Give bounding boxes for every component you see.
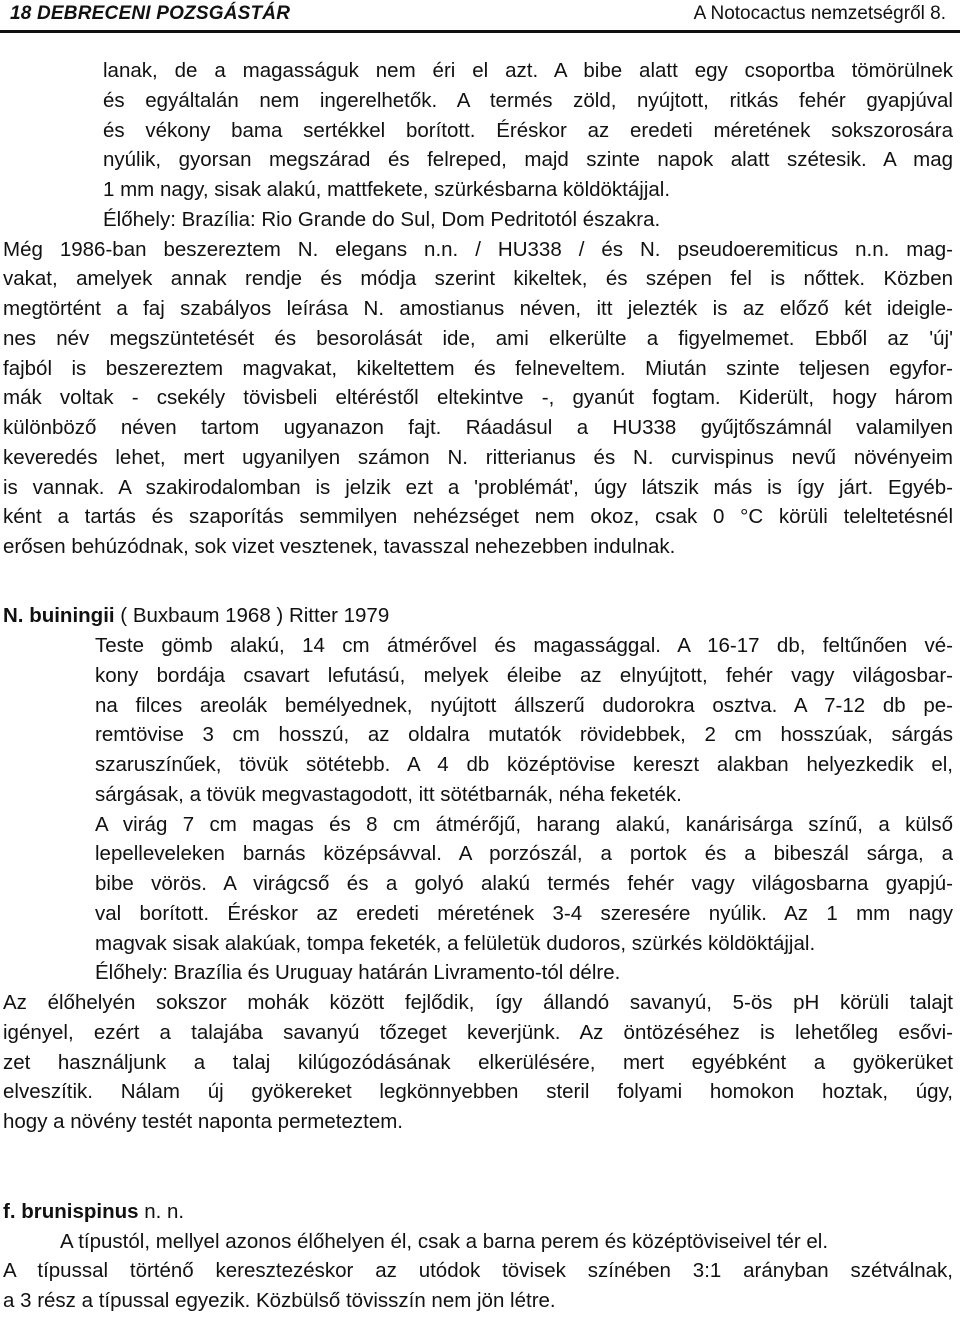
text-line: bibe vörös. A virágcső és a golyó alakú termés fehér vagy világosbarna gyapjú- <box>95 872 953 895</box>
text-line: különböző néven tartom ugyanazon fajt. Ráadásul a HU338 gyűjtőszámnál valamilyen <box>3 416 953 439</box>
text-line: magvak sisak alakúak, tompa feketék, a felületük dudoros, szürkés köldöktájjal. <box>95 932 816 955</box>
text-line: val borított. Éréskor az eredeti méretének 3-4 szeresére nyúlik. Az 1 mm nagy <box>95 902 953 925</box>
text-line: lepelleveleken barnás középsávval. A porzószál, a portok és a bibeszál sárga, a <box>95 842 953 865</box>
text-line: sárgásak, a tövük megvastagodott, itt sötétbarnák, néha feketék. <box>95 783 682 806</box>
text-line: Teste gömb alakú, 14 cm átmérővel és magassággal. A 16-17 db, feltűnően vé- <box>95 634 953 657</box>
text-line: remtövise 3 cm hosszú, az oldalra mutatók rövidebbek, 2 cm hosszúak, sárgás <box>95 723 953 746</box>
text-line: vakat, amelyek annak rendje és módja szerint kikeltek, és szépen fel is nőttek. Közben <box>3 267 953 290</box>
text-line: 1 mm nagy, sisak alakú, mattfekete, szürkésbarna köldöktájjal. <box>103 178 671 201</box>
text-line: és egyáltalán nem ingerelhetők. A termés zöld, nyújtott, ritkás fehér gyapjúval <box>103 89 953 112</box>
species-heading <box>3 602 389 630</box>
journal-title: 18 DEBRECENI POZSGÁSTÁR <box>10 3 291 24</box>
text-line: ként a tartás és szaporítás semmilyen nehézséget nem okoz, csak 0 °C körüli teleltetésnél <box>3 505 953 528</box>
text-line: Élőhely: Brazília: Rio Grande do Sul, Dom Pedritotól északra. <box>103 208 661 231</box>
text-line: elveszítik. Nálam új gyökereket legkönnyebben steril folyami homokon hoztak, úgy, <box>3 1080 953 1103</box>
species-authority: n. n. <box>144 1200 185 1223</box>
text-line: A virág 7 cm magas és 8 cm átmérőjű, harang alakú, kanárisárga színű, a külső <box>95 813 953 836</box>
text-line: Az élőhelyén sokszor mohák között fejlődik, így állandó savanyú, 5-ös pH körüli talajt <box>3 991 953 1014</box>
species-name: N. buiningii <box>3 604 115 627</box>
text-line: fajból is beszereztem magvakat, kikeltettem és felneveltem. Miután szinte teljesen egyfor- <box>3 357 953 380</box>
page-header <box>10 0 946 30</box>
text-line: Élőhely: Brazília és Uruguay határán Livramento-tól délre. <box>95 961 621 984</box>
text-line: is vannak. A szakirodalomban is jelzik ezt a 'problémát', úgy látszik más is így járt. Egyéb- <box>3 476 953 499</box>
species-authority: ( Buxbaum 1968 ) Ritter 1979 <box>120 604 390 627</box>
article-title: A Notocactus nemzetségről 8. <box>693 3 946 24</box>
text-line: hogy a növény testét naponta permeteztem. <box>3 1110 404 1133</box>
text-line: lanak, de a magasságuk nem éri el azt. A bibe alatt egy csoportba tömörülnek <box>103 59 953 82</box>
text-line: zet használjunk a talaj kilúgozódásának elkerülésére, mert egyébként a gyökerüket <box>3 1051 953 1074</box>
text-line: a 3 rész a típussal egyezik. Közbülső tövisszín nem jön létre. <box>3 1289 556 1312</box>
text-line: A típussal történő keresztezéskor az utódok tövisek színében 3:1 arányban szétválnak, <box>3 1259 953 1282</box>
text-line: erősen behúzódnak, sok vizet vesztenek, tavasszal nehezebben indulnak. <box>3 535 676 558</box>
text-line: igényel, ezért a talajába savanyú tőzeget keverjünk. Az öntözéséhez is lehetőleg esővi- <box>3 1021 953 1044</box>
text-line: szaruszínűek, tövük sötétebb. A 4 db középtövise kereszt alakban helyezkedik el, <box>95 753 953 776</box>
text-line: nes név megszüntetését és besorolását ide, ami elkerülte a figyelmemet. Ebből az 'új' <box>3 327 953 350</box>
species-name: f. brunispinus <box>3 1200 139 1223</box>
species-heading <box>3 1198 184 1226</box>
header-rule <box>0 30 960 33</box>
text-line: Még 1986-ban beszereztem N. elegans n.n. / HU338 / és N. pseudoeremiticus n.n. mag- <box>3 238 953 261</box>
text-line: keveredés lehet, mert ugyanilyen számon N. ritterianus és N. curvispinus nevű növényeim <box>3 446 953 469</box>
text-line: mák voltak - csekély tövisbeli eltéréstől eltekintve -, gyanút fogtam. Kiderült, hogy három <box>3 386 953 409</box>
text-line: na filces areolák bemélyednek, nyújtott állszerű dudorokra osztva. A 7-12 db pe- <box>95 694 953 717</box>
text-line: és vékony bama sertékkel borított. Éréskor az eredeti méretének sokszorosára <box>103 119 953 142</box>
text-line: megtörtént a faj szabályos leírása N. amostianus néven, itt jelezték is az előző két ideigle- <box>3 297 953 320</box>
text-line: kony bordája csavart lefutású, melyek éleibe az elnyújtott, fehér vagy világosbar- <box>95 664 953 687</box>
text-line: nyúlik, gyorsan megszárad és felreped, majd szinte napok alatt szétesik. A mag <box>103 148 953 171</box>
text-line: A típustól, mellyel azonos élőhelyen él, csak a barna perem és középtöviseivel tér el. <box>60 1230 829 1253</box>
